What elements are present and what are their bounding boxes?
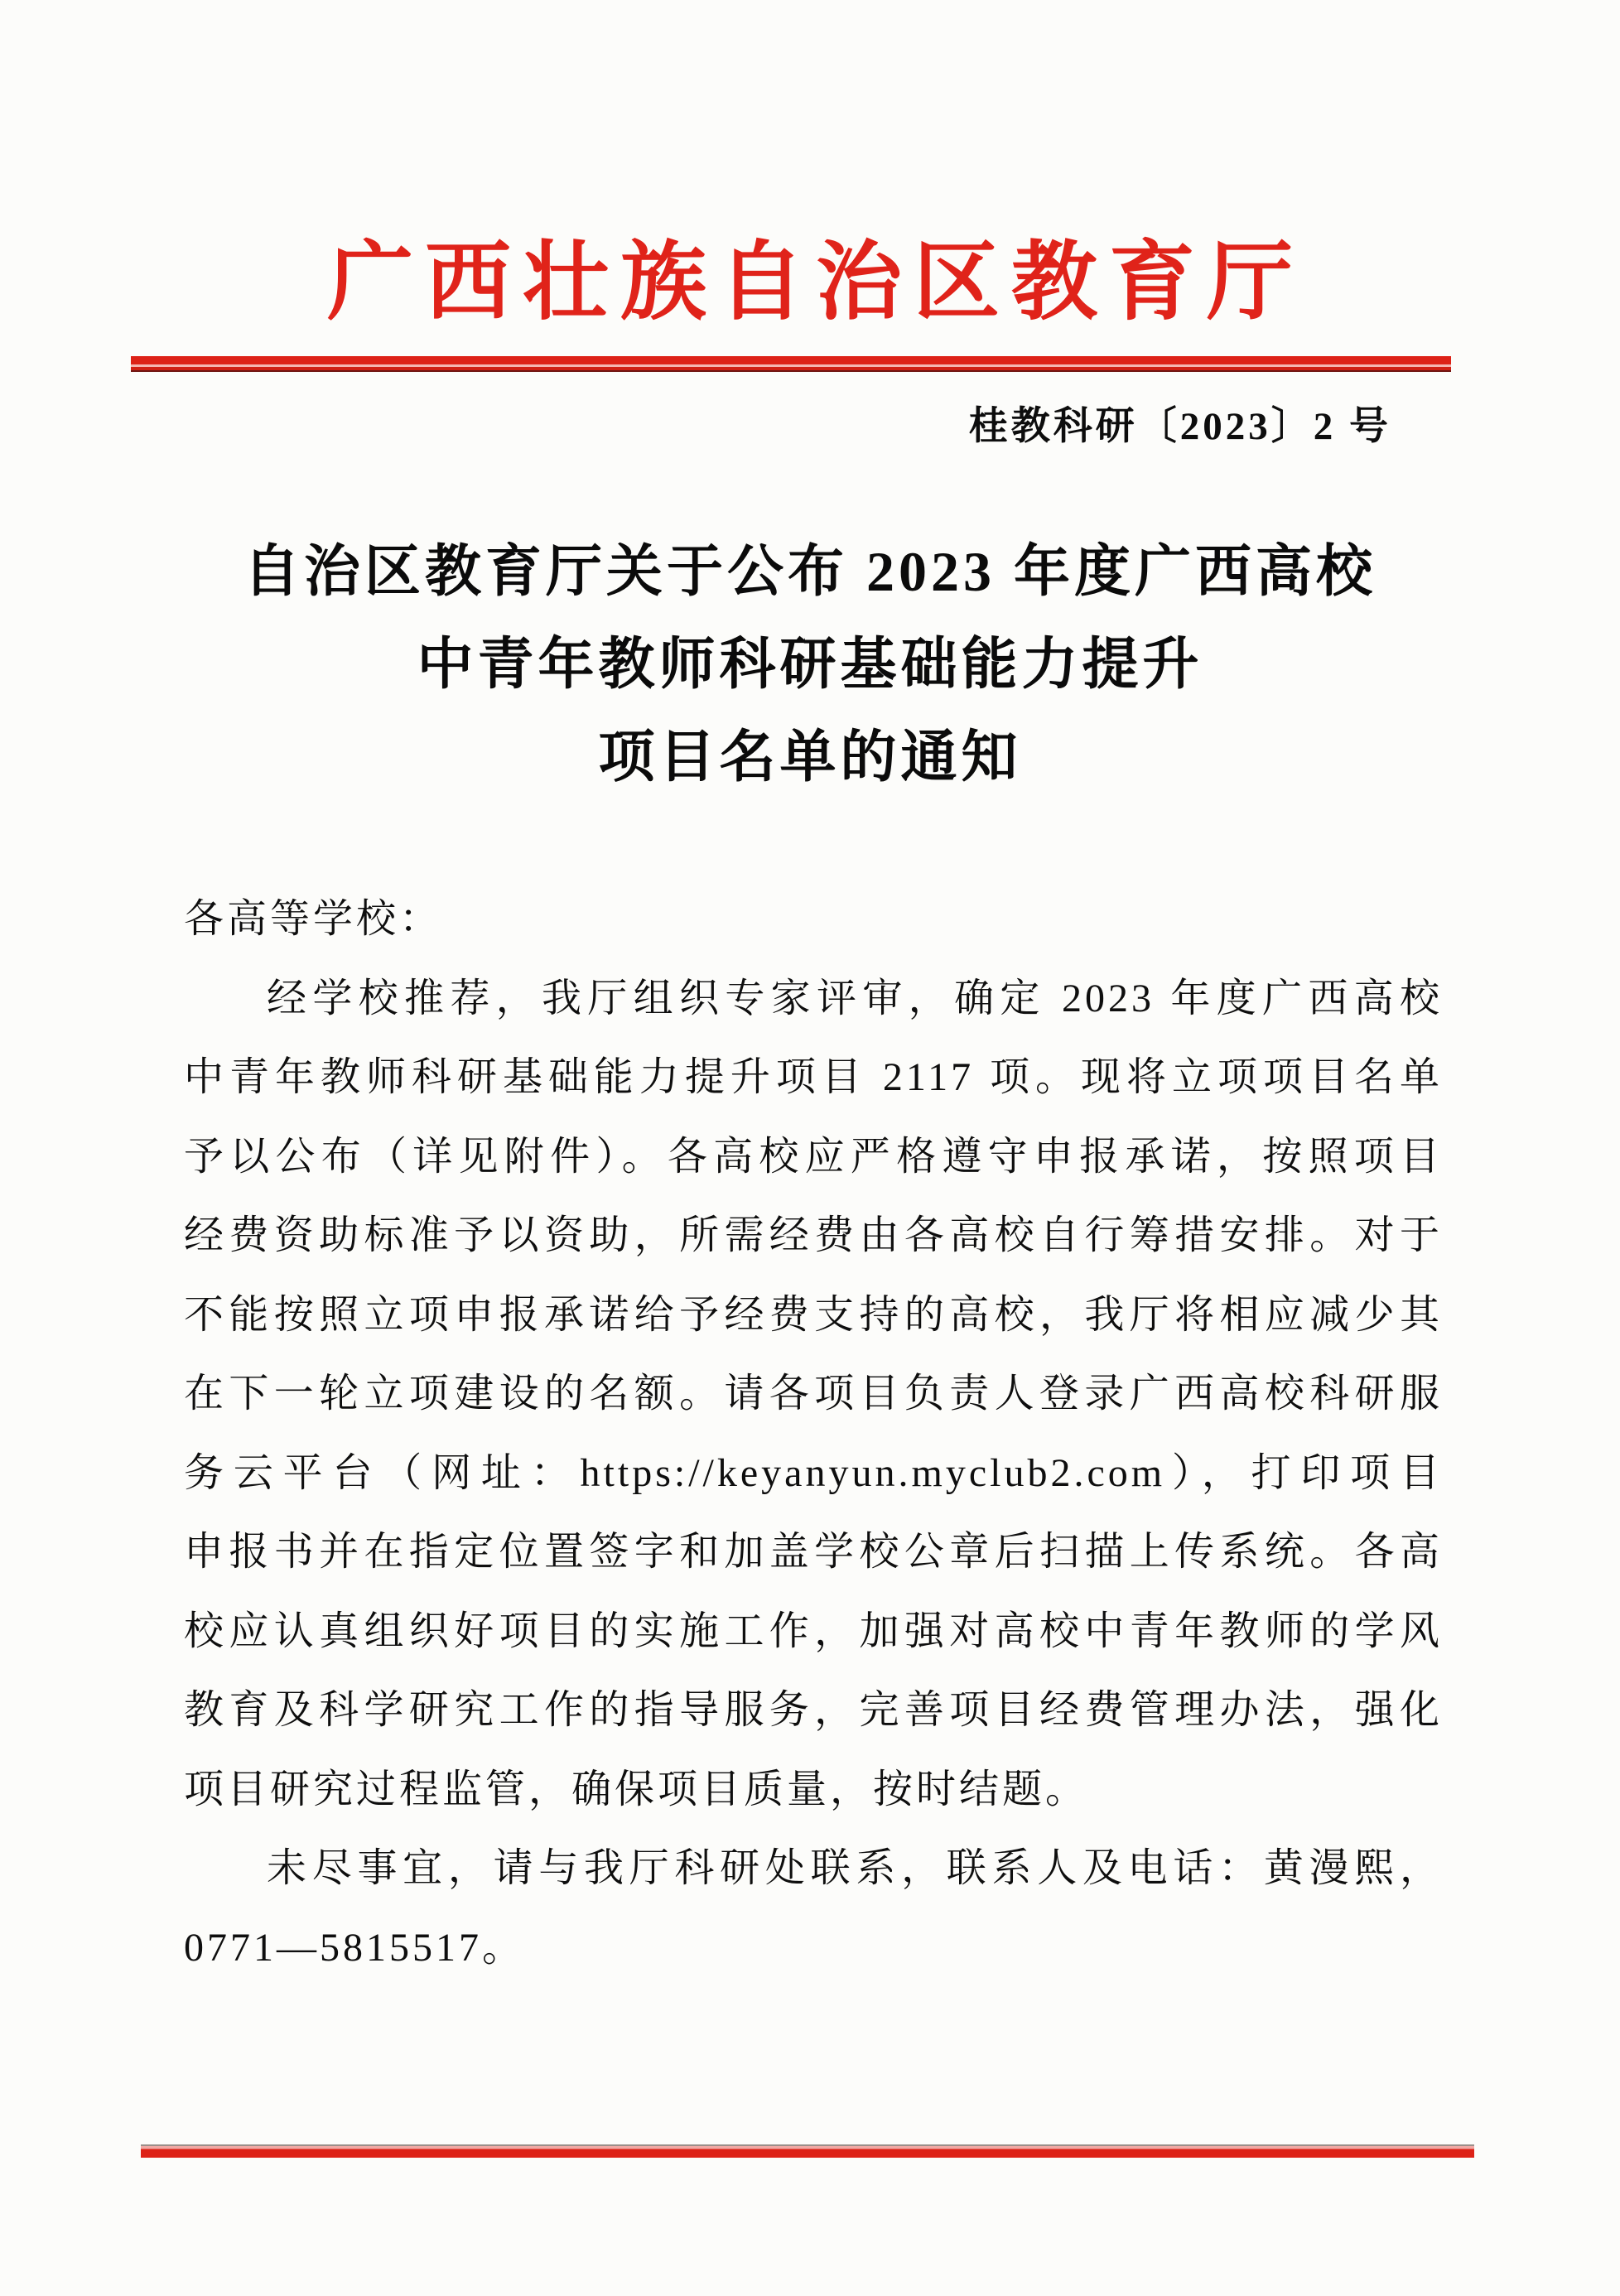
body-line: 经学校推荐，我厅组织专家评审，确定 2023 年度广西高校	[267, 976, 1443, 1020]
body-line: 不能按照立项申报承诺给予经费支持的高校，我厅将相应减少其	[184, 1292, 1443, 1337]
body-line: 申报书并在指定位置签字和加盖学校公章后扫描上传系统。各高	[184, 1530, 1443, 1574]
letterhead-separator-rule	[131, 356, 1451, 372]
notice-title-line-3: 项目名单的通知	[598, 726, 1022, 789]
body-line: 项目研究过程监管，确保项目质量，按时结题。	[184, 1767, 1089, 1811]
notice-title-line-2: 中青年教师科研基础能力提升	[417, 633, 1203, 696]
body-line: 未尽事宜，请与我厅科研处联系，联系人及电话：黄漫熙，	[267, 1846, 1443, 1890]
notice-title-line-1: 自治区教育厅关于公布 2023 年度广西高校	[243, 540, 1377, 603]
footer-rule	[141, 2144, 1474, 2158]
body-line: 务云平台（网址：https://keyanyun.myclub2.com），打印项目	[184, 1450, 1443, 1495]
body-line: 校应认真组织好项目的实施工作，加强对高校中青年教师的学风	[184, 1609, 1443, 1653]
body-line: 经费资助标准予以资助，所需经费由各高校自行筹措安排。对于	[184, 1213, 1443, 1257]
salutation: 各高等学校：	[184, 897, 443, 941]
doc-number: 桂教科研〔2023〕2 号	[968, 405, 1391, 448]
body-line: 中青年教师科研基础能力提升项目 2117 项。现将立项项目名单	[184, 1055, 1443, 1099]
body-line: 在下一轮立项建设的名额。请各项目负责人登录广西高校科研服	[184, 1372, 1443, 1416]
notice-title	[0, 525, 1620, 803]
agency-name: 广西壮族自治区教育厅	[326, 235, 1304, 330]
body-line: 教育及科学研究工作的指导服务，完善项目经费管理办法，强化	[184, 1688, 1443, 1732]
body-line: 0771—5815517。	[184, 1925, 526, 1970]
body-line: 予以公布（详见附件）。各高校应严格遵守申报承诺，按照项目	[184, 1134, 1443, 1179]
notice-body	[184, 880, 1443, 1987]
